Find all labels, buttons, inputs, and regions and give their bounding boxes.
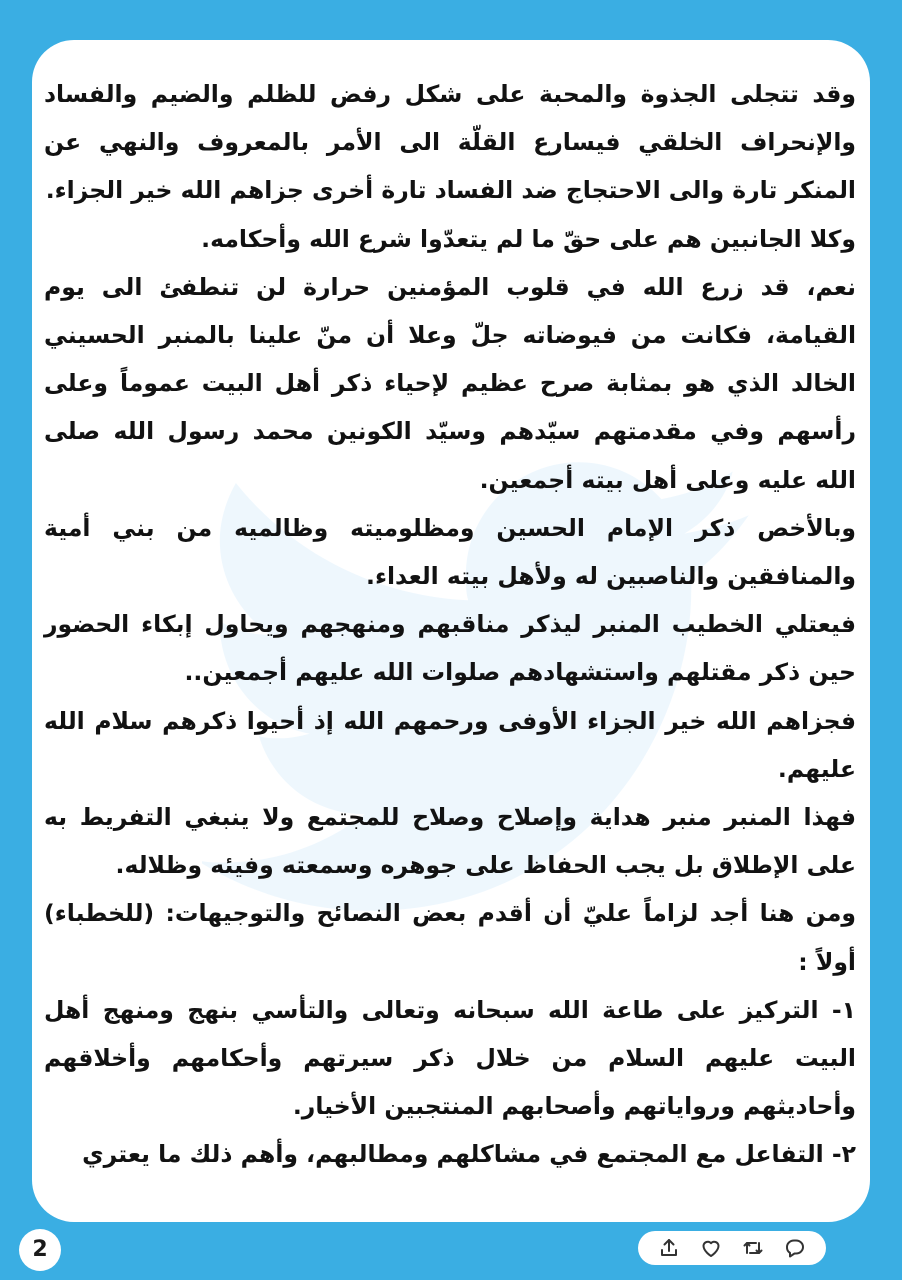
- paragraph: وكلا الجانبين هم على حقّ ما لم يتعدّوا شرع الله وأحكامه.: [201, 224, 856, 253]
- article-body: [44, 70, 856, 1179]
- page-number: 2: [19, 1229, 61, 1271]
- retweet-icon[interactable]: [740, 1235, 766, 1261]
- share-icon[interactable]: [656, 1235, 682, 1261]
- like-icon[interactable]: [698, 1235, 724, 1261]
- paragraph: ٢- التفاعل مع المجتمع في مشاكلهم ومطالبهم، وأهم ذلك ما يعتري: [82, 1140, 856, 1169]
- reply-icon[interactable]: [782, 1235, 808, 1261]
- paragraph: وبالأخص ذكر الإمام الحسين ومظلوميته وظالميه من بني أمية والمنافقين والناصبين له ولأهل بيته العداء.: [44, 513, 856, 591]
- paragraph: وقد تتجلى الجذوة والمحبة على شكل رفض للظلم والضيم والفساد والإنحراف الخلقي فيسارع القلّة الى الأمر بالمعروف والنهي عن المنكر تارة والى الاحتجاج ضد الفساد تارة أخرى جزاهم الله خير الجزاء.: [44, 80, 856, 205]
- paragraph: فجزاهم الله خير الجزاء الأوفى ورحمهم الله إذ أحيوا ذكرهم سلام الله عليهم.: [44, 706, 856, 783]
- paragraph: فهذا المنبر منبر هداية وإصلاح وصلاح للمجتمع ولا ينبغي التفريط به على الإطلاق بل يجب الحفاظ على جوهره وسمعته وفيئه وظلاله.: [44, 803, 856, 880]
- paragraph: ومن هنا أجد لزاماً عليّ أن أقدم بعض النصائح والتوجيهات: (للخطباء) أولاً :: [44, 899, 856, 976]
- paragraph: نعم، قد زرع الله في قلوب المؤمنين حرارة لن تنطفئ الى يوم القيامة، فكانت من فيوضاته جلّ وعلا أن منّ علينا بالمنبر الحسيني الخالد الذي هو بمثابة صرح عظيم لإحياء ذكر أهل البيت عموماً وعلى رأسهم وفي مقدمتهم سيّدهم وسيّد الكونين محمد رسول الله صلى الله عليه وعلى أهل بيته أجمعين.: [44, 272, 856, 494]
- paragraph: ١- التركيز على طاعة الله سبحانه وتعالى والتأسي بنهج ومنهج أهل البيت عليهم السلام من خلال ذكر سيرتهم وأحكامهم وأخلاقهم وأحاديثهم ورواياتهم وأصحابهم المنتجبين الأخيار.: [44, 995, 856, 1121]
- page-card: [32, 40, 870, 1222]
- action-bar: [638, 1231, 826, 1265]
- paragraph: فيعتلي الخطيب المنبر ليذكر مناقبهم ومنهجهم ويحاول إبكاء الحضور حين ذكر مقتلهم واستشهادهم صلوات الله عليهم أجمعين..: [44, 610, 856, 687]
